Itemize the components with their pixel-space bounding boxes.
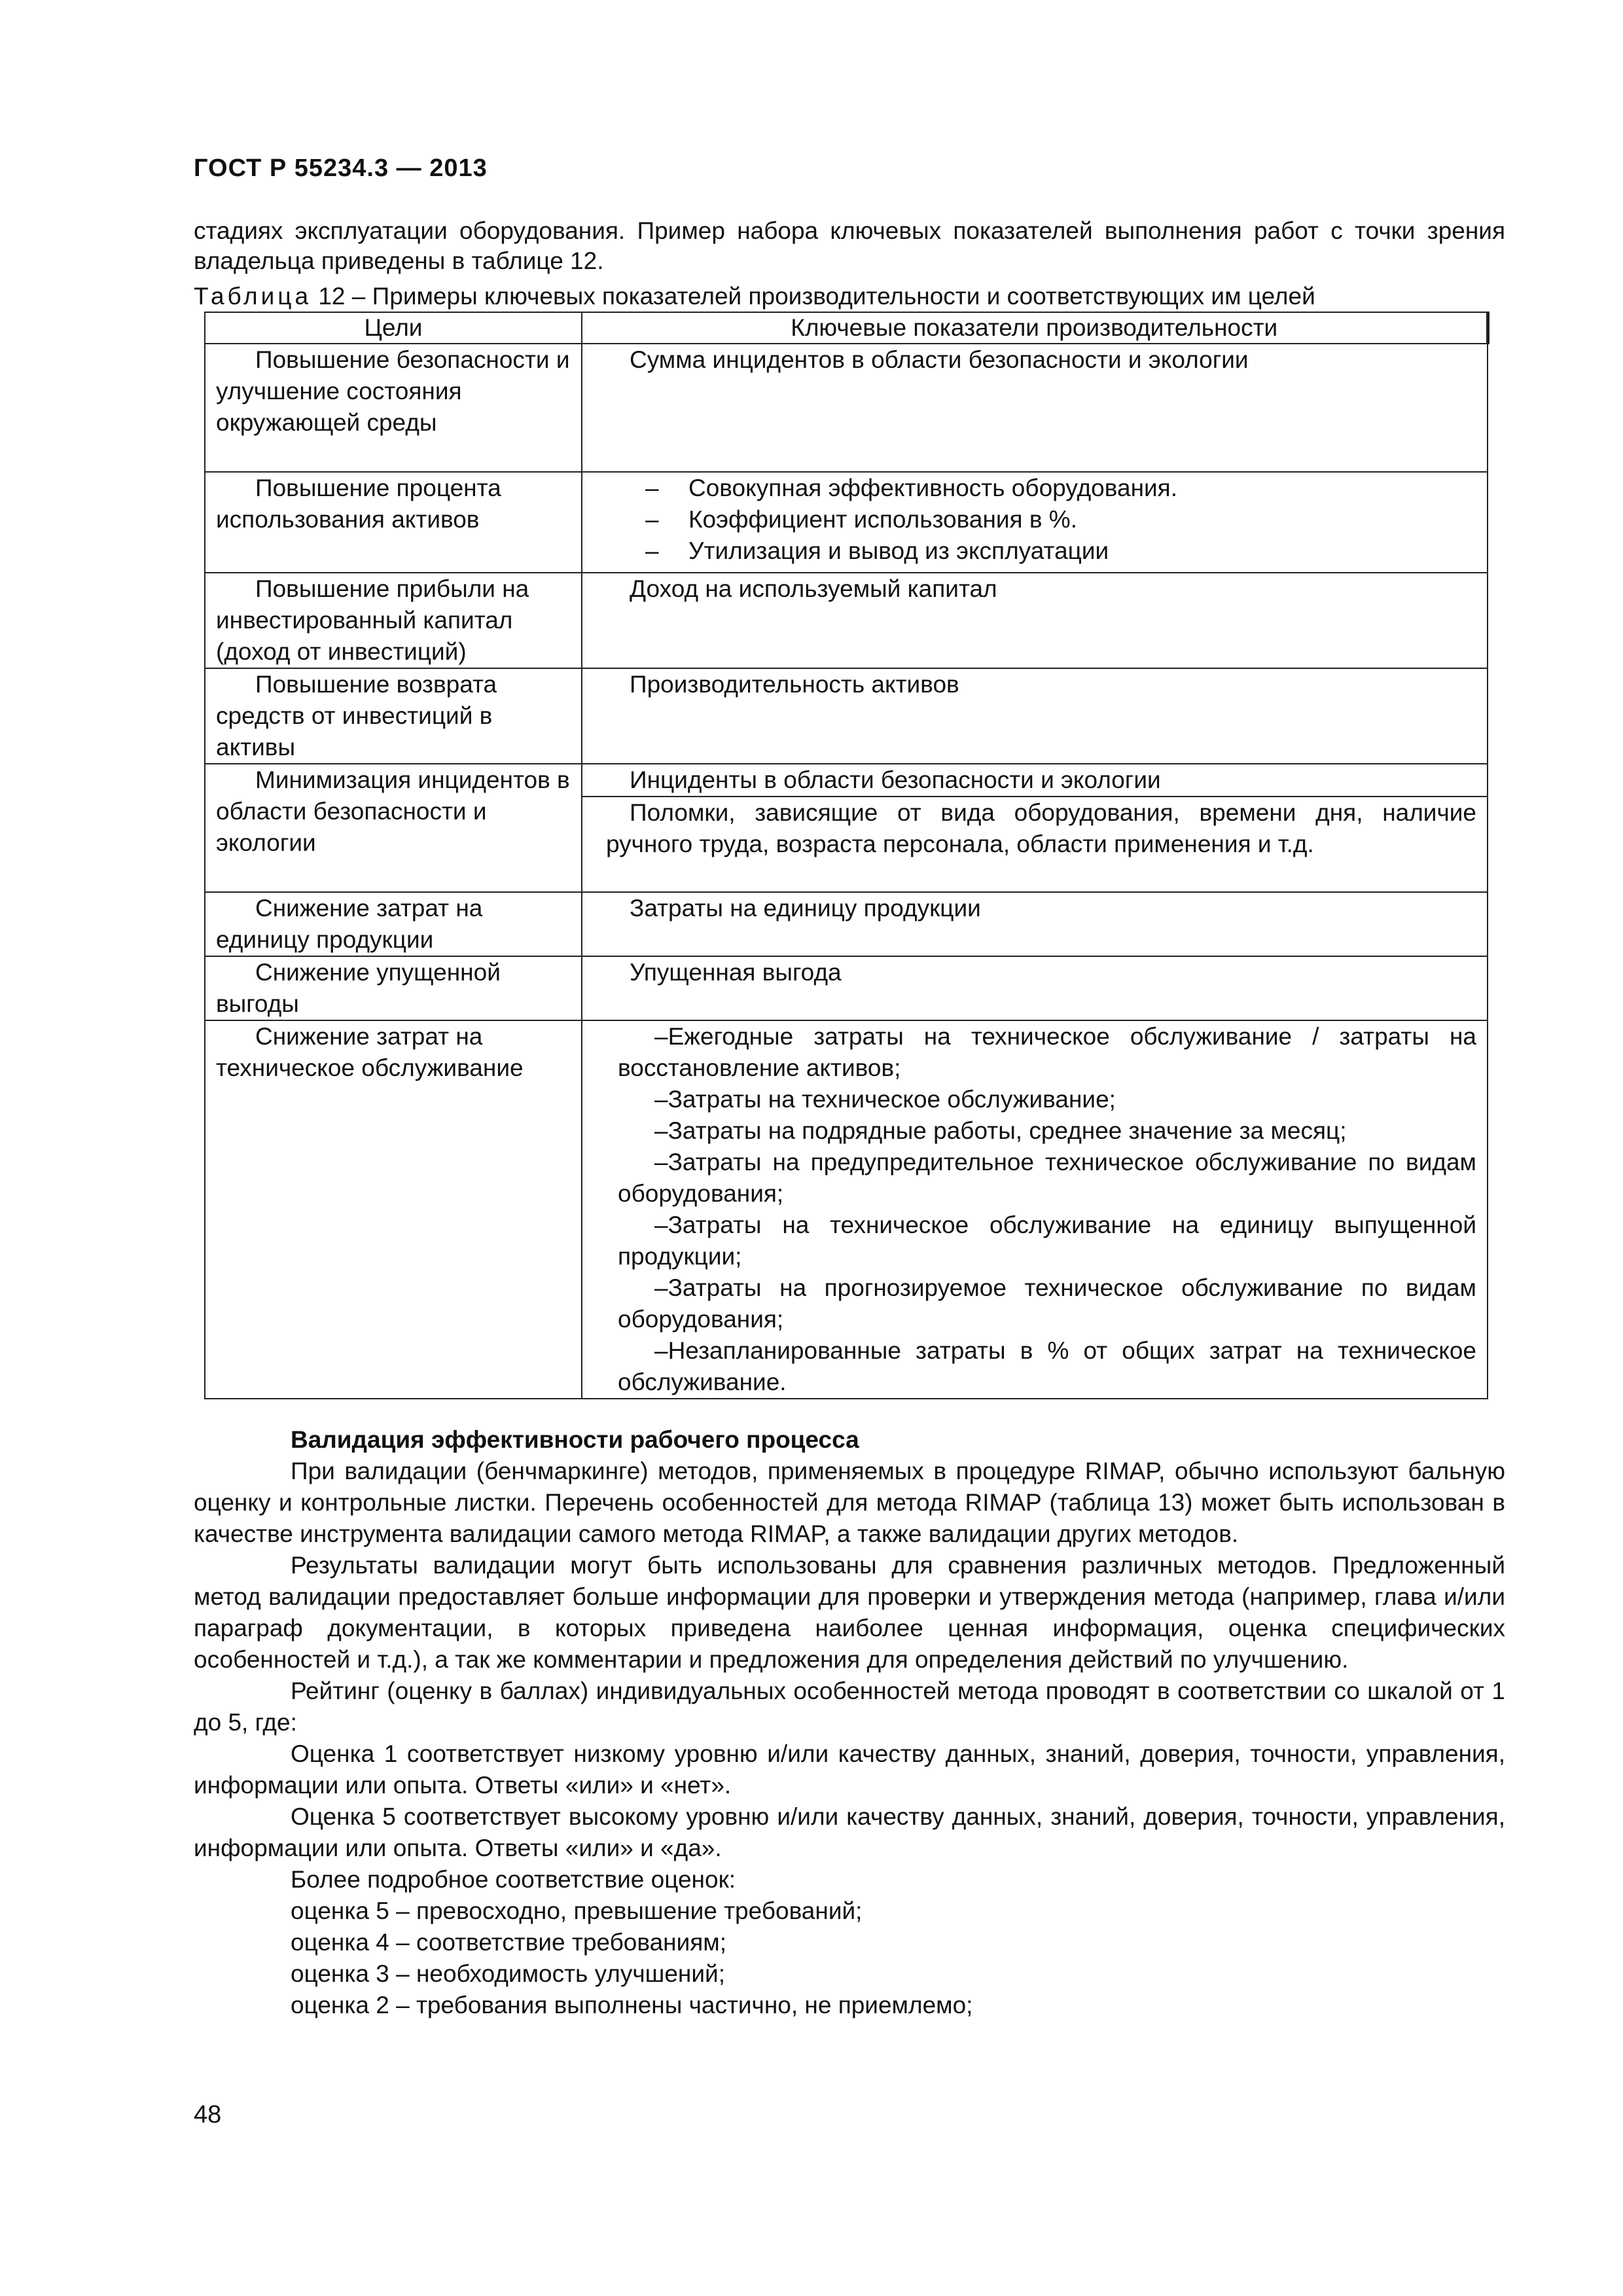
body-paragraph: Оценка 1 соответствует низкому уровню и/или качеству данных, знаний, доверия, точности, управления, информации или опыта. Ответы «или» и «нет».	[194, 1740, 1505, 1799]
kpi-cell: Затраты на единицу продукции	[582, 892, 1488, 956]
body-paragraph: При валидации (бенчмаркинге) методов, применяемых в процедуре RIMAP, обычно используют бальную оценку и контрольные листки. Перечень особенностей для метода RIMAP (таблица 13) может быть использован в качестве инструмента валидации самого метода RIMAP, а также валидации других методов.	[194, 1458, 1505, 1547]
list-item: –Затраты на подрядные работы, среднее значение за месяц;	[654, 1117, 1347, 1144]
list-item: –Незапланированные затраты в % от общих затрат на техническое обслуживание.	[618, 1337, 1476, 1395]
table-row	[205, 892, 1488, 956]
list-item: –Затраты на предупредительное техническое обслуживание по видам оборудования;	[618, 1149, 1476, 1207]
goal-cell: Минимизация инцидентов в области безопасности и экологии	[205, 764, 582, 892]
kpi-cell: Производительность активов	[582, 668, 1488, 764]
intro-paragraph: стадиях эксплуатации оборудования. Пример набора ключевых показателей выполнения работ с точки зрения владельца приведены в таблице 12.	[194, 217, 1505, 274]
list-item: – Совокупная эффективность оборудования.	[645, 473, 1476, 504]
table-row	[205, 472, 1488, 573]
goal-cell: Снижение затрат на единицу продукции	[205, 892, 582, 956]
kpi-cell	[582, 1020, 1488, 1399]
goal-cell: Снижение упущенной выгоды	[205, 956, 582, 1020]
kpi-cell: Доход на используемый капитал	[582, 573, 1488, 668]
table-row	[205, 344, 1488, 472]
table-row	[205, 956, 1488, 1020]
list-item: – Коэффициент использования в %.	[645, 504, 1476, 535]
column-header-kpi: Ключевые показатели производительности	[582, 312, 1488, 344]
list-item: – Утилизация и вывод из эксплуатации	[645, 535, 1476, 567]
goal-cell: Снижение затрат на техническое обслуживание	[205, 1020, 582, 1399]
table-row	[205, 573, 1488, 668]
validation-section	[194, 1424, 1505, 2021]
kpi-cell	[582, 472, 1488, 573]
body-paragraph: Рейтинг (оценку в баллах) индивидуальных особенностей метода проводят в соответствии со шкалой от 1 до 5, где:	[194, 1677, 1505, 1736]
list-item: –Затраты на прогнозируемое техническое обслуживание по видам оборудования;	[618, 1274, 1476, 1333]
list-item: –Ежегодные затраты на техническое обслуживание / затраты на восстановление активов;	[618, 1023, 1476, 1081]
list-item: –Затраты на техническое обслуживание;	[654, 1086, 1116, 1113]
table-header-row	[205, 312, 1488, 344]
rating-item: оценка 5 – превосходно, превышение требований;	[291, 1897, 863, 1924]
goal-cell: Повышение безопасности и улучшение состояния окружающей среды	[205, 344, 582, 472]
body-paragraph: Более подробное соответствие оценок:	[291, 1866, 736, 1893]
goal-cell: Повышение процента использования активов	[205, 472, 582, 573]
kpi-cell: Инциденты в области безопасности и экологии	[582, 764, 1488, 797]
kpi-cell: Упущенная выгода	[582, 956, 1488, 1020]
page-number: 48	[194, 2101, 222, 2128]
section-title: Валидация эффективности рабочего процесса	[291, 1426, 859, 1453]
kpi-list	[593, 473, 1476, 567]
kpi-list	[593, 1021, 1476, 1398]
rating-item: оценка 4 – соответствие требованиям;	[291, 1929, 727, 1956]
table-row	[205, 764, 1488, 797]
rating-item: оценка 2 – требования выполнены частично, не приемлемо;	[291, 1992, 973, 2018]
column-header-goals: Цели	[205, 312, 582, 344]
table-row	[205, 668, 1488, 764]
document-header: ГОСТ Р 55234.3 — 2013	[194, 154, 488, 182]
table-row	[205, 1020, 1488, 1399]
kpi-cell: Поломки, зависящие от вида оборудования, времени дня, наличие ручного труда, возраста персонала, области применения и т.д.	[582, 797, 1488, 892]
table-caption-label: Таблица	[194, 283, 312, 310]
goal-cell: Повышение прибыли на инвестированный капитал (доход от инвестиций)	[205, 573, 582, 668]
rating-item: оценка 3 – необходимость улучшений;	[291, 1960, 725, 1987]
kpi-table	[204, 312, 1489, 1399]
list-item: –Затраты на техническое обслуживание на единицу выпущенной продукции;	[618, 1211, 1476, 1270]
body-paragraph: Результаты валидации могут быть использованы для сравнения различных методов. Предложенный метод валидации предоставляет больше информации для проверки и утверждения метода (например, глава и/или параграф документации, в которых приведена наиболее ценная информация, оценка специфических особенностей и т.д.), а так же комментарии и предложения для определения действий по улучшению.	[194, 1552, 1505, 1673]
body-paragraph: Оценка 5 соответствует высокому уровню и/или качеству данных, знаний, доверия, точности, управления, информации или опыта. Ответы «или» и «да».	[194, 1803, 1505, 1861]
goal-cell: Повышение возврата средств от инвестиций в активы	[205, 668, 582, 764]
kpi-cell: Сумма инцидентов в области безопасности и экологии	[582, 344, 1488, 472]
table-caption-text: 12 – Примеры ключевых показателей производительности и соответствующих им целей	[312, 283, 1315, 310]
table-caption	[194, 281, 1529, 312]
